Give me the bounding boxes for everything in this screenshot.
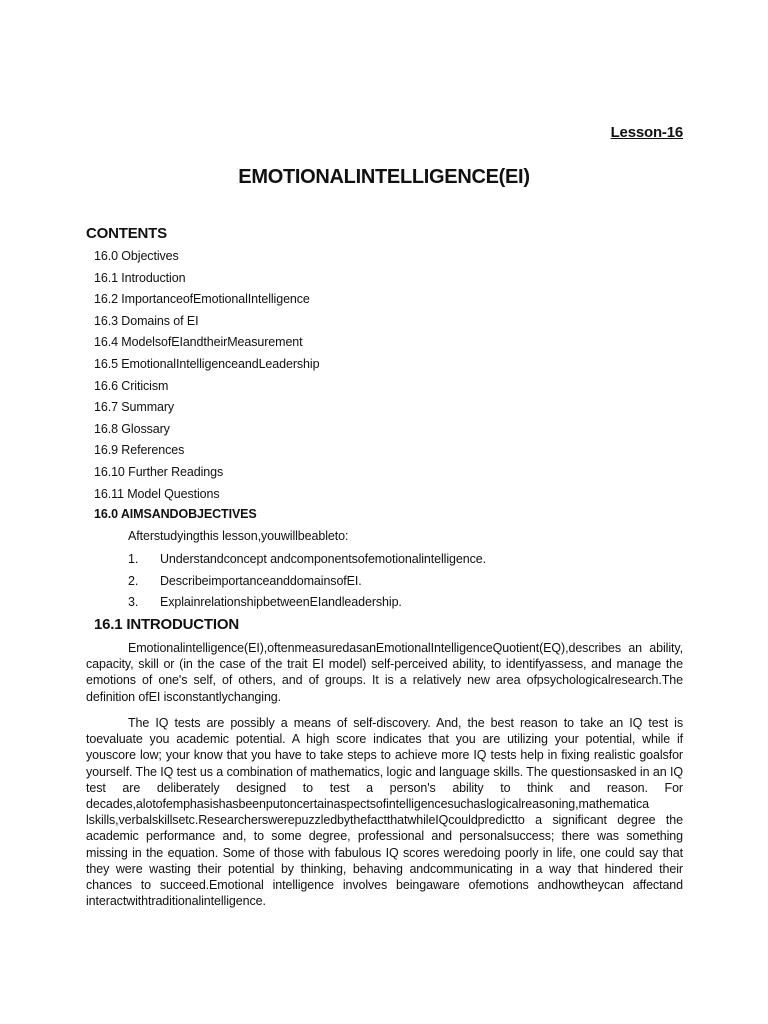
contents-heading: CONTENTS [86, 225, 167, 242]
toc-item: 16.6 Criticism [94, 378, 169, 393]
objective-text: DescribeimportanceanddomainsofEI. [160, 573, 362, 588]
toc-item: 16.2 ImportanceofEmotionalIntelligence [94, 292, 310, 307]
objective-number: 2. [128, 573, 139, 588]
toc-item: 16.7 Summary [94, 400, 175, 415]
toc-item: 16.4 ModelsofEIandtheirMeasurement [94, 335, 303, 350]
aims-intro: Afterstudyingthis lesson,youwillbeableto: [128, 529, 349, 543]
objective-item [128, 593, 486, 615]
objective-text: ExplainrelationshipbetweenEIandleadership. [160, 595, 402, 609]
introduction-paragraph: The IQ tests are possibly a means of self-discovery. And, the best reason to take an IQ test is toevaluate you academic potential. A high score indicates that you are utilizing your potential, while if youscore low; your know that you have to take steps to achieve more IQ tests help in fixing realistic goalsfor yourself. The IQ test us a combination of mathematics, logic and language skills. The questionsasked in an IQ test are deliberately designed to test a person's ability to think and reason. For decades,alotofemphasishasbeenputoncertainaspectsofintelligencesuchaslogicalreasoning,mathematica lskills,verbalskillsetc.ResearcherswerepuzzledbythefactthatwhileIQcouldpredictto a significant degree the academic performance and, to some degree, professional and personalsuccess; there was something missing in the equation. Some of those with fabulous IQ scores weredoing poorly in life, one could say that they were wasting their potential by thinking, behaving andcommunicating in a way that hindered their chances to succeed.Emotional intelligence involves beingaware ofemotions andhowtheycan affectand interactwithtraditionalintelligence. [86, 716, 683, 909]
toc-item: 16.9 References [94, 443, 185, 458]
toc-item: 16.0 Objectives [94, 249, 179, 263]
lesson-label: Lesson-16 [610, 124, 683, 141]
introduction-heading: 16.1 INTRODUCTION [94, 616, 239, 633]
toc-item: 16.1 Introduction [94, 270, 186, 285]
aims-heading: 16.0 AIMSANDOBJECTIVES [94, 507, 257, 521]
objective-number: 1. [128, 552, 139, 566]
toc-item: 16.8 Glossary [94, 421, 170, 436]
page-title: EMOTIONALINTELLIGENCE(EI) [238, 166, 530, 188]
toc-item: 16.5 EmotionalIntelligenceandLeadership [94, 356, 320, 371]
objective-number: 3. [128, 595, 139, 609]
toc-item: 16.10 Further Readings [94, 464, 224, 479]
table-of-contents [94, 247, 319, 506]
objective-text: Understandconcept andcomponentsofemotionalintelligence. [160, 552, 486, 566]
toc-item: 16.11 Model Questions [94, 486, 220, 501]
toc-item: 16.3 Domains of EI [94, 313, 199, 328]
objective-item [128, 572, 486, 594]
objectives-list [128, 550, 486, 615]
introduction-paragraph: Emotionalintelligence(EI),oftenmeasuredasanEmotionalIntelligenceQuotient(EQ),describes an ability, capacity, skill or (in the case of the trait EI model) self-perceived ability, to identifyassess, and manage the emotions of one's self, of others, and of groups. It is a relatively new area ofpsychologicalresearch.The definition ofEI isconstantlychanging. [86, 641, 683, 704]
objective-item [128, 550, 486, 572]
